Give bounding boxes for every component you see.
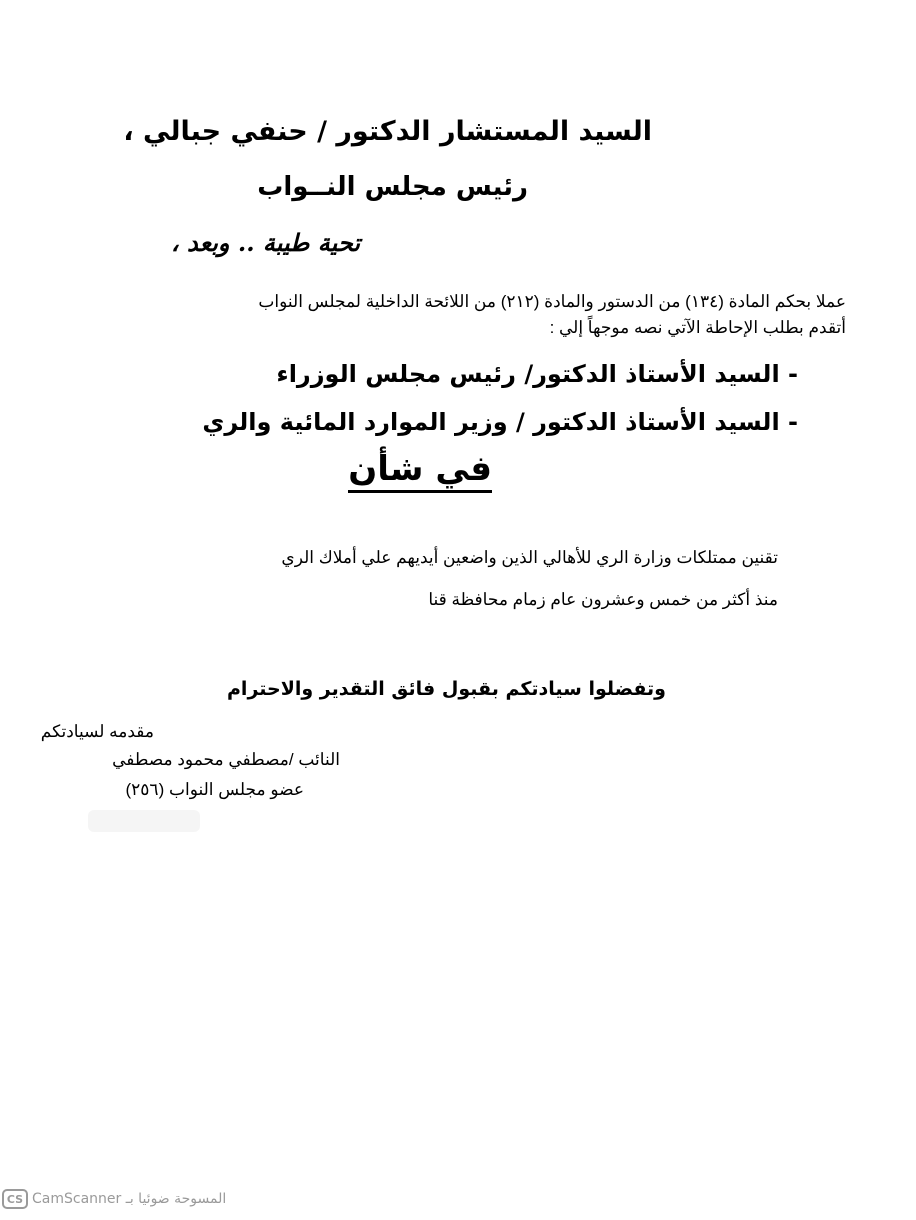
signature-name: النائب /مصطفي محمود مصطفي [112,750,340,769]
intro-paragraph-line: عملا بحكم المادة (١٣٤) من الدستور والمادة (٢١٢) من اللائحة الداخلية لمجلس النواب [258,292,846,311]
greeting: تحية طيبة .. وبعد ، [170,228,360,257]
subject-heading: في شأن [348,452,492,493]
scan-smudge [88,810,200,832]
camscanner-watermark [2,1188,226,1210]
watermark-text: CamScanner المسوحة ضوئيا بـ [32,1191,227,1207]
signature-label: مقدمه لسيادتكم [40,722,154,741]
subject-line: تقنين ممتلكات وزارة الري للأهالي الذين واضعين أيديهم علي أملاك الري [281,548,778,567]
signature-role: عضو مجلس النواب (٢٥٦) [125,780,304,799]
intro-paragraph-line: أتقدم بطلب الإحاطة الآتي نصه موجهاً إلي : [549,318,846,337]
closing-line: وتفضلوا سيادتكم بقبول فائق التقدير والاحترام [227,678,666,700]
subject-line: منذ أكثر من خمس وعشرون عام زمام محافظة قنا [428,590,778,609]
addressee-role: رئيس مجلس النــواب [257,172,528,202]
recipient-prime-minister: - السيد الأستاذ الدكتور/ رئيس مجلس الوزراء [276,360,798,388]
camscanner-logo-icon: CS [2,1189,28,1209]
addressee-line: السيد المستشار الدكتور / حنفي جبالي ، [123,116,652,147]
recipient-irrigation-minister: - السيد الأستاذ الدكتور / وزير الموارد المائية والري [202,408,798,436]
